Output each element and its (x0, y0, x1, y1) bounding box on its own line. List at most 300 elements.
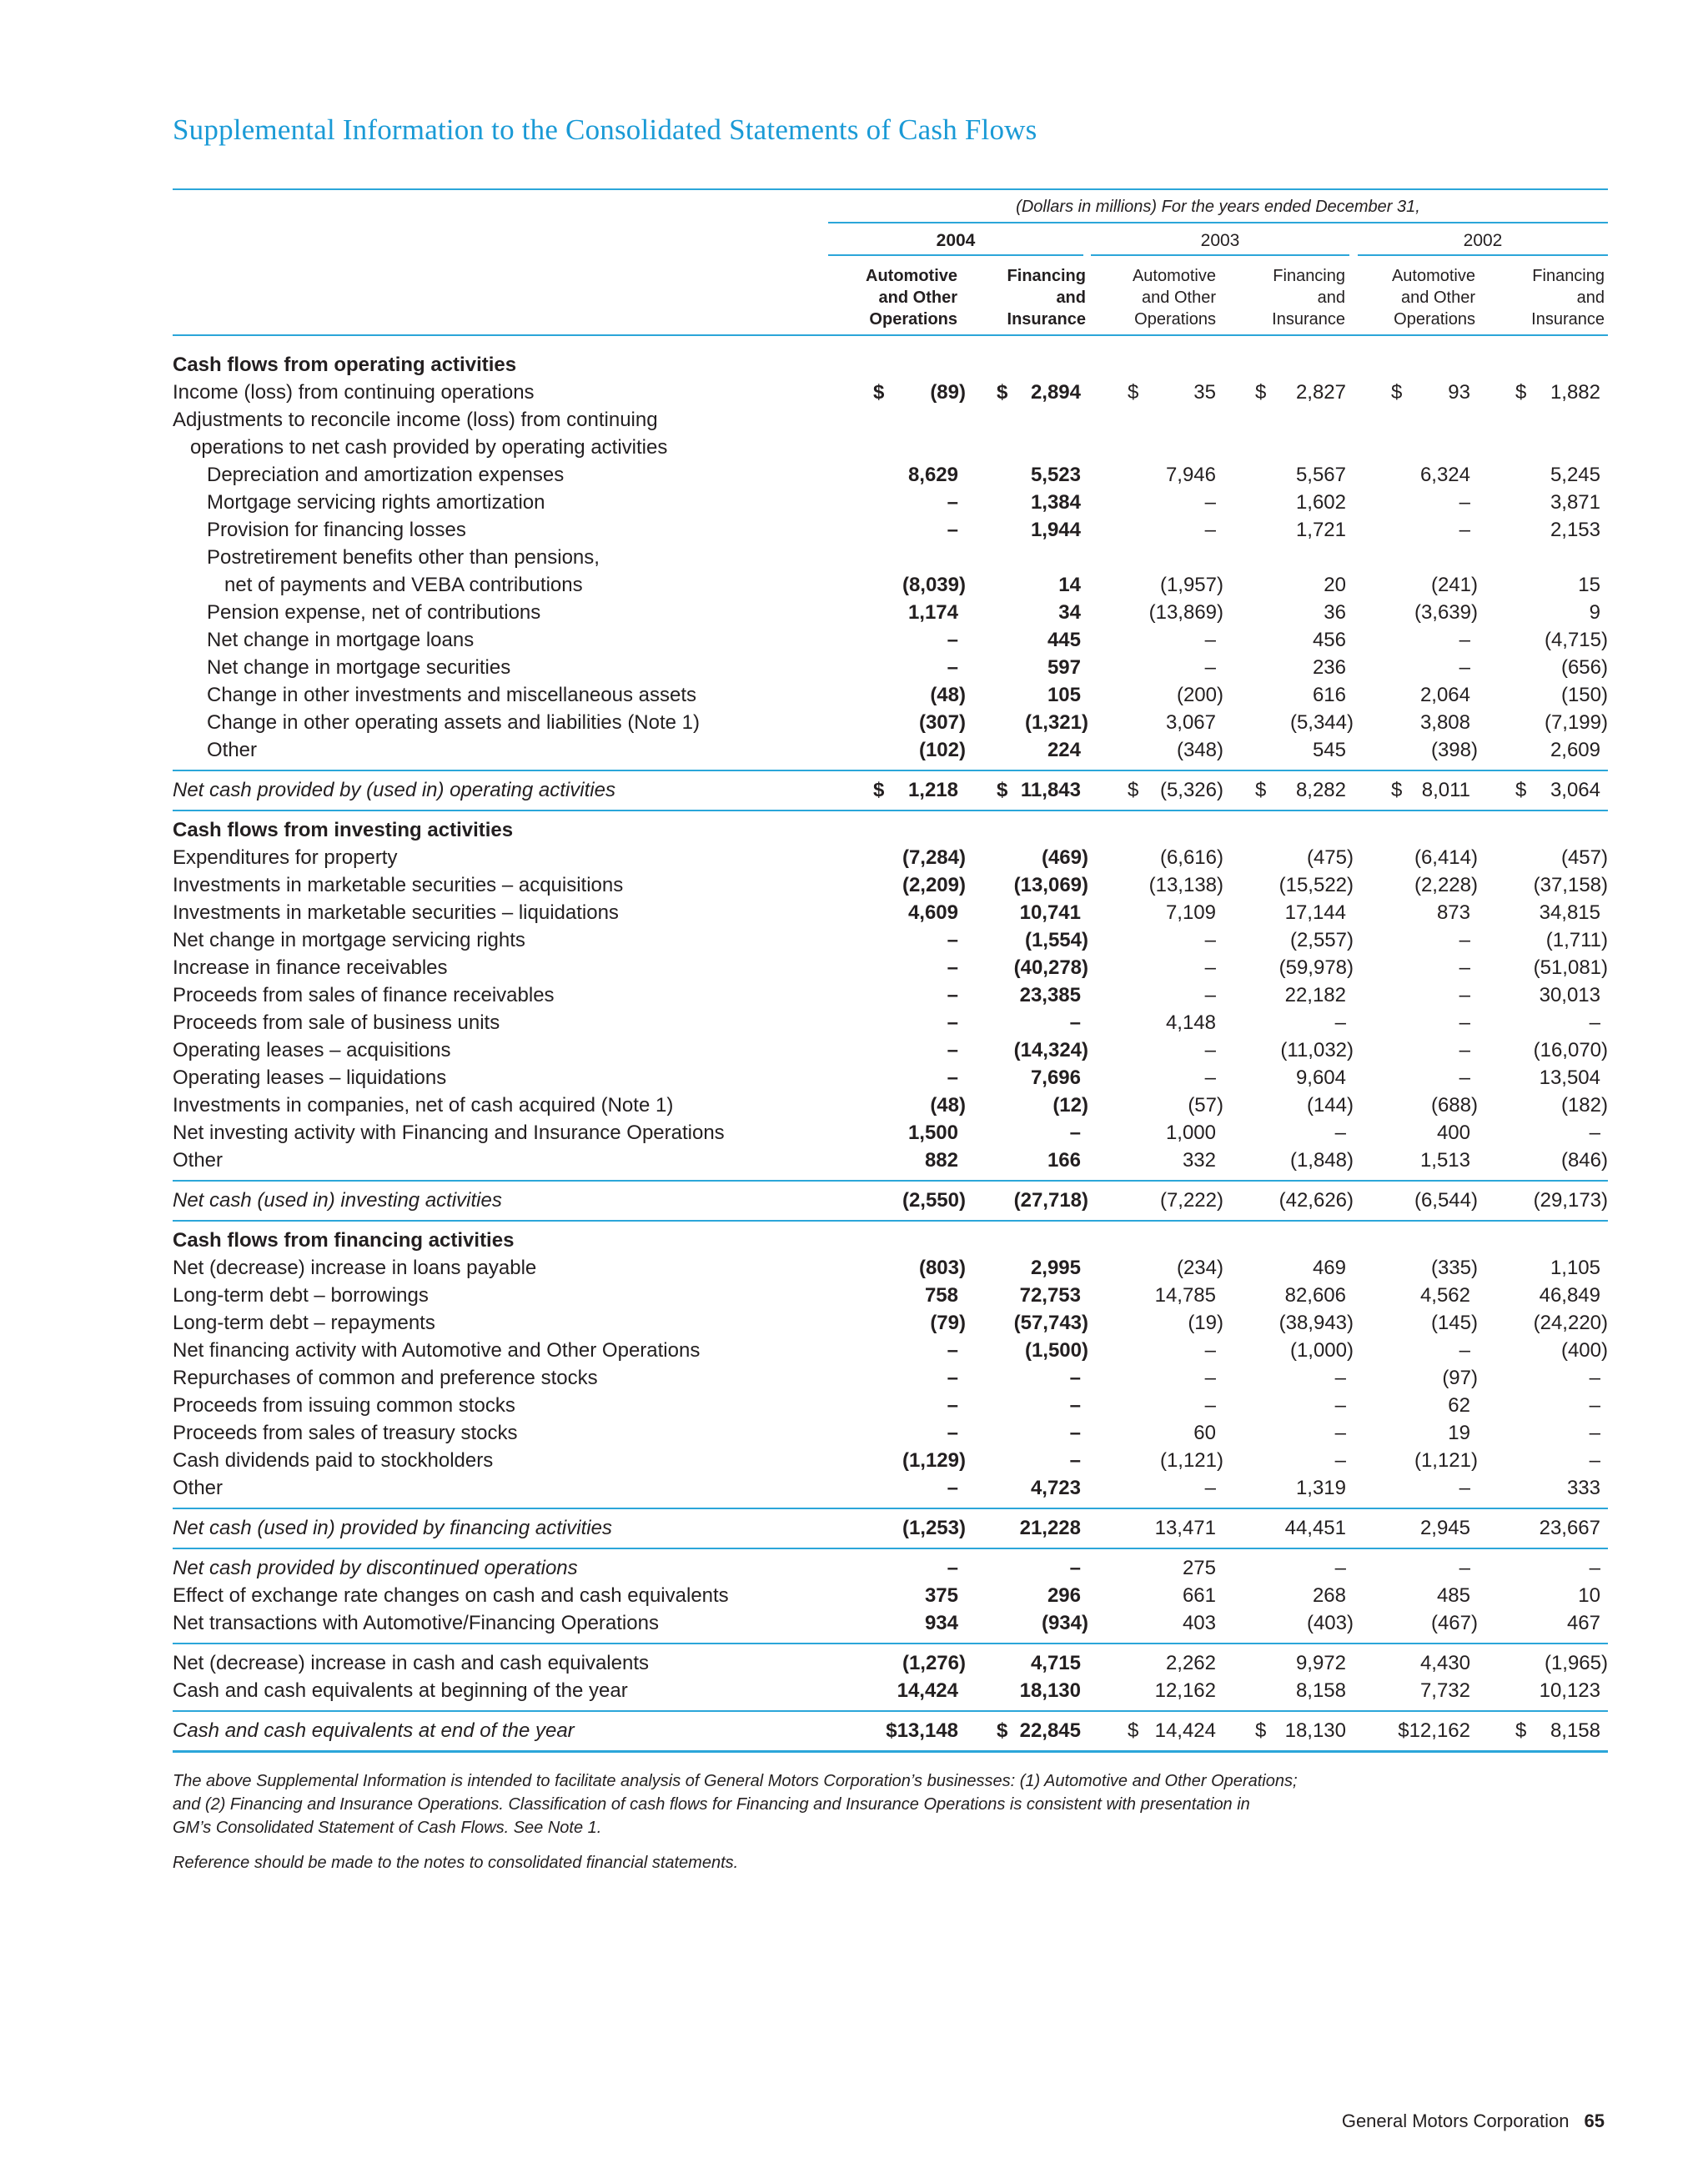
row-label: Investments in companies, net of cash acquired (Note 1) (173, 1094, 674, 1117)
cell-value: 4,430 (1419, 1652, 1470, 1674)
cell-value: 2,894 (1030, 381, 1081, 404)
currency-symbol: $ (1515, 381, 1527, 404)
cell-value: 4,715 (1030, 1652, 1081, 1674)
cell-value: 4,148 (1165, 1011, 1216, 1034)
cell-value: 20 (1324, 574, 1346, 596)
table-row (173, 929, 1608, 956)
row-label: Net investing activity with Financing and Insurance Operations (173, 1122, 725, 1144)
cell-value: (145) (1430, 1312, 1478, 1334)
cell-value: (5,326) (1159, 779, 1223, 801)
currency-symbol: $ (997, 779, 1008, 801)
cell-value: – (1069, 1011, 1081, 1034)
cell-value: – (947, 1477, 958, 1499)
cell-value: 7,946 (1165, 464, 1216, 486)
row-label: Proceeds from sales of treasury stocks (173, 1422, 518, 1444)
cell-value: – (947, 1367, 958, 1389)
cell-value: (457) (1560, 846, 1608, 869)
cell-value: (13,869) (1148, 601, 1223, 624)
cell-value: – (1204, 956, 1216, 979)
cell-value: (79) (930, 1312, 966, 1334)
cell-value: 873 (1436, 901, 1470, 924)
cell-value: 2,827 (1295, 381, 1346, 404)
table-row (173, 1284, 1608, 1311)
table-row (173, 1339, 1608, 1366)
cell-value: (1,554) (1024, 929, 1088, 951)
cell-value: (150) (1560, 684, 1608, 706)
cell-value: – (947, 1339, 958, 1362)
cell-value: 8,282 (1295, 779, 1346, 801)
cell-value: 4,609 (907, 901, 958, 924)
cell-value: 5,245 (1550, 464, 1600, 486)
row-label: Cash and cash equivalents at end of the year (173, 1719, 575, 1742)
currency-symbol: $ (1255, 779, 1267, 801)
cell-value: (200) (1176, 684, 1223, 706)
total-row (173, 1517, 1608, 1543)
row-label: Operating leases – acquisitions (173, 1039, 451, 1061)
cell-value: – (1204, 1367, 1216, 1389)
cell-value: 9,972 (1295, 1652, 1346, 1674)
cell-value: – (1589, 1394, 1600, 1417)
row-label: Operating leases – liquidations (173, 1066, 447, 1089)
cell-value: 22,845 (1019, 1719, 1081, 1742)
cell-value: – (1459, 1066, 1470, 1089)
cell-value: 268 (1312, 1584, 1346, 1607)
cell-value: 46,849 (1539, 1284, 1600, 1307)
total-row (173, 1557, 1608, 1583)
column-header (1083, 265, 1216, 330)
page-title: Supplemental Information to the Consolidated Statements of Cash Flows (173, 113, 1037, 146)
table-row (173, 1257, 1608, 1283)
table-row (173, 1312, 1608, 1338)
cell-value: – (1069, 1394, 1081, 1417)
footnote-line: GM’s Consolidated Statement of Cash Flows. See Note 1. (173, 1819, 602, 1837)
column-header-line: Operations (1134, 310, 1216, 329)
cell-value: (348) (1176, 739, 1223, 761)
cell-value: 8,011 (1421, 779, 1470, 801)
cell-value: – (1459, 1039, 1470, 1061)
cell-value: 934 (924, 1612, 958, 1634)
cell-value: – (947, 656, 958, 679)
cell-value: (11,032) (1280, 1039, 1354, 1061)
row-label: Depreciation and amortization expenses (207, 464, 565, 486)
footnote-line: and (2) Financing and Insurance Operations. Classification of cash flows for Financing and Insurance Operations is consistent with presentation in (173, 1795, 1250, 1814)
column-header-line: Insurance (1272, 310, 1345, 329)
cell-value: (13,138) (1148, 874, 1223, 896)
cell-value: – (1459, 1477, 1470, 1499)
cell-value: (51,081) (1533, 956, 1608, 979)
cell-value: 275 (1182, 1557, 1216, 1579)
total-row (173, 779, 1608, 805)
page-footer (1342, 2110, 1605, 2132)
row-label: Pension expense, net of contributions (207, 601, 541, 624)
cell-value: (2,209) (902, 874, 966, 896)
cell-value: (182) (1560, 1094, 1608, 1117)
cell-value: (1,711) (1545, 929, 1608, 951)
table-row (173, 1477, 1608, 1503)
page-number: 65 (1584, 2110, 1605, 2131)
cell-value: 882 (924, 1149, 958, 1172)
cell-value: (4,715) (1544, 629, 1608, 651)
cell-value: 62 (1448, 1394, 1470, 1417)
table-row (173, 1612, 1608, 1639)
cell-value: (1,253) (902, 1517, 966, 1539)
cell-value: – (1459, 929, 1470, 951)
row-label: Income (loss) from continuing operations (173, 381, 535, 404)
cell-value: 2,609 (1550, 739, 1600, 761)
cell-value: (42,626) (1278, 1189, 1354, 1212)
cell-value: – (1069, 1367, 1081, 1389)
column-header-line: Financing (1007, 267, 1086, 285)
section-rule (173, 1643, 1608, 1644)
cell-value: 375 (924, 1584, 958, 1607)
section-rule (173, 1508, 1608, 1509)
total-row (173, 1189, 1608, 1216)
cell-value: – (1204, 1394, 1216, 1417)
cell-value: 36 (1324, 601, 1346, 624)
cell-value: 1,602 (1295, 491, 1346, 514)
table-row (173, 1122, 1608, 1148)
cell-value: (2,557) (1289, 929, 1354, 951)
cell-value: – (1204, 1066, 1216, 1089)
row-label: Net financing activity with Automotive and Other Operations (173, 1339, 701, 1362)
table-row (173, 1149, 1608, 1176)
cell-value: 3,067 (1165, 711, 1216, 734)
cell-value: (467) (1430, 1612, 1478, 1634)
cell-value: 12,162 (1154, 1679, 1216, 1702)
currency-symbol: $ (997, 381, 1008, 404)
row-label: Change in other operating assets and liabilities (Note 1) (207, 711, 701, 734)
footnote-line: The above Supplemental Information is intended to facilitate analysis of General Motors Corporation’s businesses: (1) Automotive and Other Operations; (173, 1772, 1298, 1790)
currency-symbol: $ (1128, 779, 1139, 801)
cell-value: – (1334, 1011, 1346, 1034)
cell-value: 333 (1566, 1477, 1600, 1499)
section-rule (173, 1710, 1608, 1712)
row-label: Expenditures for property (173, 846, 398, 869)
cell-value: 10,123 (1539, 1679, 1600, 1702)
cell-value: 3,064 (1550, 779, 1600, 801)
cell-value: – (1204, 656, 1216, 679)
table-row (173, 409, 1608, 435)
cell-value: – (1589, 1011, 1600, 1034)
cell-value: – (1204, 1477, 1216, 1499)
year-2003: 2003 (1200, 231, 1240, 250)
column-header (824, 265, 957, 330)
row-label: Effect of exchange rate changes on cash and cash equivalents (173, 1584, 729, 1607)
cell-value: 758 (924, 1284, 958, 1307)
cell-value: 6,324 (1419, 464, 1470, 486)
table-row (173, 629, 1608, 655)
table-row (173, 656, 1608, 683)
cell-value: (2,550) (902, 1189, 966, 1212)
cell-value: 21,228 (1019, 1517, 1081, 1539)
cell-value: 3,871 (1550, 491, 1600, 514)
cell-value: – (947, 519, 958, 541)
currency-symbol: $ (1255, 381, 1267, 404)
column-header-line: and (1317, 289, 1345, 307)
cell-value: 400 (1436, 1122, 1470, 1144)
table-row (173, 1449, 1608, 1476)
row-label: Net (decrease) increase in loans payable (173, 1257, 537, 1279)
row-label: Cash flows from financing activities (173, 1229, 515, 1252)
cell-value: – (1459, 1011, 1470, 1034)
cell-value: – (947, 1011, 958, 1034)
cell-value: – (1589, 1449, 1600, 1472)
cell-value: 236 (1312, 656, 1346, 679)
row-label: Other (173, 1149, 224, 1172)
cell-value: (29,173) (1533, 1189, 1608, 1212)
column-header-line: Insurance (1007, 310, 1086, 329)
row-label: Net change in mortgage securities (207, 656, 511, 679)
cell-value: (7,222) (1159, 1189, 1223, 1212)
cell-value: – (947, 1039, 958, 1061)
currency-symbol: $ (1128, 381, 1139, 404)
row-label: Proceeds from sale of business units (173, 1011, 500, 1034)
currency-symbol: $ (1391, 381, 1403, 404)
row-label: operations to net cash provided by operating activities (190, 436, 668, 459)
cell-value: 105 (1047, 684, 1081, 706)
column-header-line: Insurance (1531, 310, 1605, 329)
cell-value: (97) (1442, 1367, 1478, 1389)
cell-value: (241) (1430, 574, 1478, 596)
units-note: (Dollars in millions) For the years ended December 31, (1016, 198, 1420, 216)
cell-value: 1,174 (907, 601, 958, 624)
cell-value: – (1459, 491, 1470, 514)
cell-value: – (1204, 1339, 1216, 1362)
column-header (1342, 265, 1475, 330)
year-rule-2004 (828, 254, 1083, 256)
row-label: Change in other investments and miscellaneous assets (207, 684, 696, 706)
cell-value: 35 (1193, 381, 1216, 404)
cell-value: (6,414) (1414, 846, 1478, 869)
currency-symbol: $ (873, 779, 885, 801)
row-label: Net cash (used in) provided by financing activities (173, 1517, 612, 1539)
column-header (1471, 265, 1605, 330)
cell-value: 22,182 (1284, 984, 1346, 1006)
cell-value: 9,604 (1295, 1066, 1346, 1089)
cell-value: 34,815 (1539, 901, 1600, 924)
table-row (173, 1679, 1608, 1706)
column-header-line: and Other (1401, 289, 1475, 307)
cell-value: 14,424 (1154, 1719, 1216, 1742)
cell-value: – (947, 629, 958, 651)
cell-value: – (947, 1557, 958, 1579)
cell-value: (656) (1560, 656, 1608, 679)
table-row (173, 874, 1608, 901)
table-row (173, 1011, 1608, 1038)
column-header-line: Operations (869, 310, 957, 329)
column-header-line: and (1056, 289, 1086, 307)
row-label: Investments in marketable securities – acquisitions (173, 874, 624, 896)
section-rule (173, 1220, 1608, 1222)
cell-value: – (1069, 1557, 1081, 1579)
table-row (173, 519, 1608, 545)
cell-value: – (947, 956, 958, 979)
cell-value: – (1589, 1557, 1600, 1579)
cell-value: (38,943) (1278, 1312, 1354, 1334)
cell-value: (14,324) (1013, 1039, 1088, 1061)
row-label: Investments in marketable securities – liquidations (173, 901, 619, 924)
cell-value: 1,721 (1295, 519, 1346, 541)
cell-value: 1,000 (1165, 1122, 1216, 1144)
row-label: Cash flows from operating activities (173, 354, 517, 376)
cell-value: – (1204, 519, 1216, 541)
cell-value: – (1459, 629, 1470, 651)
cell-value: (7,284) (902, 846, 966, 869)
cell-value: 1,319 (1295, 1477, 1346, 1499)
cell-value: – (1589, 1422, 1600, 1444)
column-header-line: Automotive (1132, 267, 1216, 285)
cell-value: – (1334, 1122, 1346, 1144)
row-label: Long-term debt – borrowings (173, 1284, 429, 1307)
table-row (173, 601, 1608, 628)
cell-value: 661 (1182, 1584, 1216, 1607)
cell-value: – (1334, 1449, 1346, 1472)
table-row (173, 381, 1608, 408)
cell-value: $12,162 (1398, 1719, 1470, 1742)
table-row (173, 1066, 1608, 1093)
row-label: Cash and cash equivalents at beginning of the year (173, 1679, 628, 1702)
column-header (952, 265, 1086, 330)
year-rule-2003 (1091, 254, 1349, 256)
cell-value: – (1334, 1422, 1346, 1444)
section-heading (173, 1229, 1608, 1256)
cell-value: 13,471 (1154, 1517, 1216, 1539)
table-row (173, 491, 1608, 518)
cell-value: (1,848) (1289, 1149, 1354, 1172)
table-row (173, 1584, 1608, 1611)
section-rule (173, 810, 1608, 811)
cell-value: (48) (930, 1094, 966, 1117)
cell-value: 14 (1058, 574, 1081, 596)
cell-value: 7,109 (1165, 901, 1216, 924)
cell-value: 1,500 (907, 1122, 958, 1144)
table-row (173, 1652, 1608, 1679)
cell-value: (5,344) (1289, 711, 1354, 734)
column-header-line: Financing (1532, 267, 1605, 285)
cell-value: 403 (1182, 1612, 1216, 1634)
cell-value: 2,153 (1550, 519, 1600, 541)
cell-value: 3,808 (1419, 711, 1470, 734)
cell-value: (27,718) (1013, 1189, 1088, 1212)
row-label: Long-term debt – repayments (173, 1312, 435, 1334)
cell-value: 4,562 (1419, 1284, 1470, 1307)
cell-value: – (1459, 519, 1470, 541)
year-rule-2002 (1358, 254, 1608, 256)
cell-value: – (1069, 1422, 1081, 1444)
section-rule (173, 770, 1608, 771)
cell-value: (400) (1560, 1339, 1608, 1362)
cell-value: 224 (1047, 739, 1081, 761)
cell-value: – (1334, 1557, 1346, 1579)
currency-symbol: $ (873, 381, 885, 404)
row-label: Provision for financing losses (207, 519, 466, 541)
table-row (173, 1394, 1608, 1421)
cell-value: – (947, 984, 958, 1006)
column-header-line: Operations (1394, 310, 1475, 329)
footer-company: General Motors Corporation (1341, 2110, 1570, 2131)
cell-value: 1,218 (907, 779, 958, 801)
cell-value: 2,945 (1419, 1517, 1470, 1539)
cell-value: – (1589, 1367, 1600, 1389)
section-rule (173, 1750, 1608, 1753)
table-row (173, 1367, 1608, 1393)
cell-value: 19 (1448, 1422, 1470, 1444)
cell-value: 10 (1578, 1584, 1600, 1607)
cell-value: 445 (1047, 629, 1081, 651)
cell-value: – (1204, 929, 1216, 951)
cell-value: 10,741 (1019, 901, 1081, 924)
section-rule (173, 1548, 1608, 1549)
cell-value: (1,500) (1024, 1339, 1088, 1362)
cell-value: (469) (1041, 846, 1088, 869)
cell-value: (144) (1306, 1094, 1354, 1117)
cell-value: – (1069, 1449, 1081, 1472)
cell-value: – (1334, 1367, 1346, 1389)
cell-value: (8,039) (902, 574, 966, 596)
column-header-line: Automotive (866, 267, 957, 285)
cell-value: (40,278) (1013, 956, 1088, 979)
table-row (173, 739, 1608, 765)
cell-value: – (1459, 984, 1470, 1006)
cell-value: 5,567 (1295, 464, 1346, 486)
cell-value: 60 (1193, 1422, 1216, 1444)
row-label: Net cash (used in) investing activities (173, 1189, 502, 1212)
cell-value: (13,069) (1013, 874, 1088, 896)
cell-value: 93 (1448, 381, 1470, 404)
currency-symbol: $ (997, 1719, 1008, 1742)
cell-value: (475) (1306, 846, 1354, 869)
table-row (173, 711, 1608, 738)
cell-value: (102) (918, 739, 966, 761)
cell-value: (1,321) (1024, 711, 1088, 734)
cell-value: 166 (1047, 1149, 1081, 1172)
cell-value: (15,522) (1278, 874, 1354, 896)
cell-value: – (947, 929, 958, 951)
cell-value: – (1459, 1557, 1470, 1579)
cell-value: 1,882 (1550, 381, 1600, 404)
table-row (173, 984, 1608, 1011)
row-label: net of payments and VEBA contributions (224, 574, 583, 596)
row-label: Other (173, 1477, 224, 1499)
cell-value: – (1459, 656, 1470, 679)
row-label: Net change in mortgage servicing rights (173, 929, 525, 951)
table-row (173, 1422, 1608, 1448)
cell-value: 2,995 (1030, 1257, 1081, 1279)
row-label: Cash dividends paid to stockholders (173, 1449, 494, 1472)
table-row (173, 1039, 1608, 1066)
row-label: Other (207, 739, 258, 761)
cell-value: – (1069, 1122, 1081, 1144)
table-row (173, 574, 1608, 600)
header-bottom-rule (173, 334, 1608, 336)
cell-value: 1,513 (1419, 1149, 1470, 1172)
cell-value: (16,070) (1533, 1039, 1608, 1061)
cell-value: (3,639) (1414, 601, 1478, 624)
cell-value: (1,121) (1414, 1449, 1478, 1472)
cell-value: 23,667 (1539, 1517, 1600, 1539)
cell-value: (57) (1188, 1094, 1223, 1117)
cell-value: – (1334, 1394, 1346, 1417)
cell-value: 30,013 (1539, 984, 1600, 1006)
row-label: Net transactions with Automotive/Financing Operations (173, 1612, 659, 1634)
total-row (173, 1719, 1608, 1746)
section-heading (173, 819, 1608, 846)
row-label: Cash flows from investing activities (173, 819, 514, 841)
cell-value: (307) (918, 711, 966, 734)
cell-value: – (1204, 984, 1216, 1006)
cell-value: 7,732 (1419, 1679, 1470, 1702)
cell-value: (48) (930, 684, 966, 706)
